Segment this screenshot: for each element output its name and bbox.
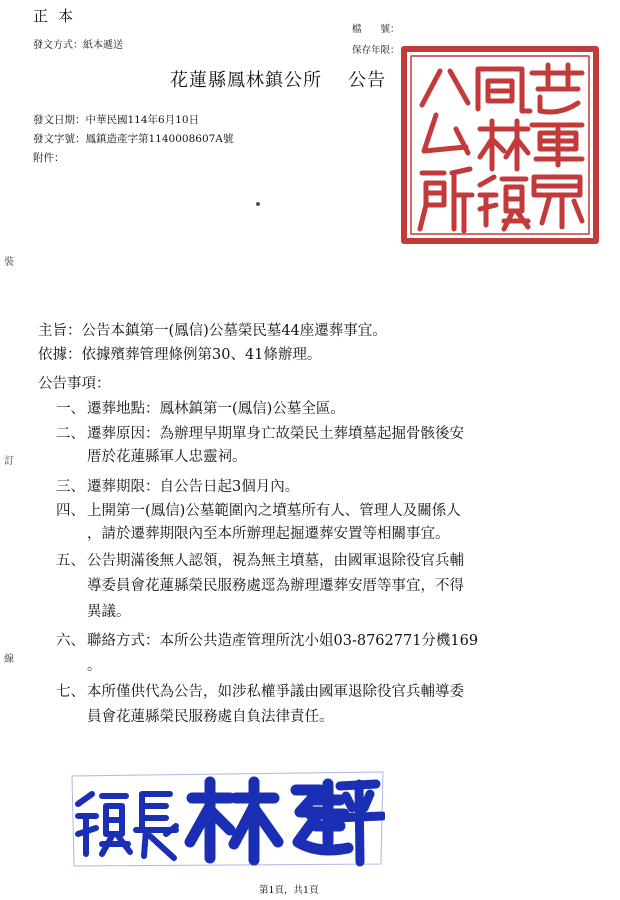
subject-line: 主旨：公告本鎮第一(鳳信)公墓榮民墓44座遷葬事宜。 bbox=[38, 323, 387, 339]
attachment: 附件： bbox=[33, 152, 65, 164]
notice-item-7 bbox=[56, 681, 464, 730]
item-line: 公告期滿後無人認領，視為無主墳墓，由國軍退除役官兵輔 bbox=[87, 553, 464, 569]
binding-mark-xian: 線 bbox=[4, 654, 14, 665]
document-title bbox=[170, 66, 386, 92]
item-number: 四、 bbox=[56, 503, 85, 519]
document-type: 公告 bbox=[348, 70, 386, 91]
official-seal-icon bbox=[400, 45, 600, 245]
item-line: 上開第一(鳳信)公墓範圍內之墳墓所有人、管理人及關係人 bbox=[87, 503, 461, 519]
agency-name: 花蓮縣鳳林鎮公所 bbox=[170, 70, 322, 91]
item-line: 遷葬原因：為辦理早期單身亡故榮民土葬墳墓起掘骨骸後安 bbox=[87, 426, 464, 442]
copy-mark: 正本 bbox=[33, 7, 84, 25]
item-line: 遷葬地點：鳳林鎮第一(鳳信)公墓全區。 bbox=[87, 401, 345, 417]
item-line: 厝於花蓮縣軍人忠靈祠。 bbox=[87, 449, 247, 465]
retention-label: 保存年限： bbox=[352, 45, 400, 56]
item-line: 本所僅供代為公告，如涉私權爭議由國軍退除役官兵輔導委 bbox=[87, 684, 464, 700]
document-meta bbox=[33, 111, 233, 168]
item-line: 。 bbox=[87, 658, 102, 674]
item-number: 三、 bbox=[56, 479, 85, 495]
issue-date: 發文日期：中華民國114年6月10日 bbox=[33, 114, 200, 126]
items-heading: 公告事項： bbox=[38, 376, 111, 392]
item-line: 聯絡方式：本所公共造產管理所沈小姐03-8762771分機169 bbox=[87, 633, 479, 649]
binding-mark-zhuang: 裝 bbox=[4, 257, 14, 268]
item-line: ，請於遷葬期限內至本所辦理起掘遷葬安置等相關事宜。 bbox=[87, 526, 450, 542]
item-number: 五、 bbox=[56, 553, 85, 569]
item-number: 二、 bbox=[56, 426, 85, 442]
ink-speck bbox=[256, 202, 260, 206]
item-line: 異議。 bbox=[87, 604, 131, 620]
notice-item-1 bbox=[56, 398, 345, 421]
binding-mark-ding: 訂 bbox=[4, 456, 14, 467]
send-method: 發文方式：紙本遞送 bbox=[33, 40, 123, 51]
notice-item-3 bbox=[56, 476, 299, 499]
item-line: 遷葬期限：自公告日起3個月內。 bbox=[87, 479, 300, 495]
item-line: 員會花蓮縣榮民服務處自負法律責任。 bbox=[87, 709, 334, 725]
basis-line: 依據：依據殯葬管理條例第30、41條辦理。 bbox=[38, 347, 322, 363]
item-number: 六、 bbox=[56, 633, 85, 649]
item-number: 一、 bbox=[56, 401, 85, 417]
archive-number-label: 檔 號： bbox=[352, 24, 400, 35]
item-line: 導委員會花蓮縣榮民服務處逕為辦理遷葬安厝等事宜，不得 bbox=[87, 578, 464, 594]
notice-item-4 bbox=[56, 500, 461, 546]
notice-item-2 bbox=[56, 423, 464, 469]
archive-block bbox=[352, 19, 400, 61]
page-number: 第1頁，共1頁 bbox=[259, 885, 319, 896]
document-number: 發文字號：鳳鎮造產字第1140008607A號 bbox=[33, 133, 234, 145]
notice-item-5 bbox=[56, 550, 464, 625]
notice-item-6 bbox=[56, 630, 478, 679]
mayor-signature-stamp-icon bbox=[70, 770, 385, 868]
item-number: 七、 bbox=[56, 684, 85, 700]
